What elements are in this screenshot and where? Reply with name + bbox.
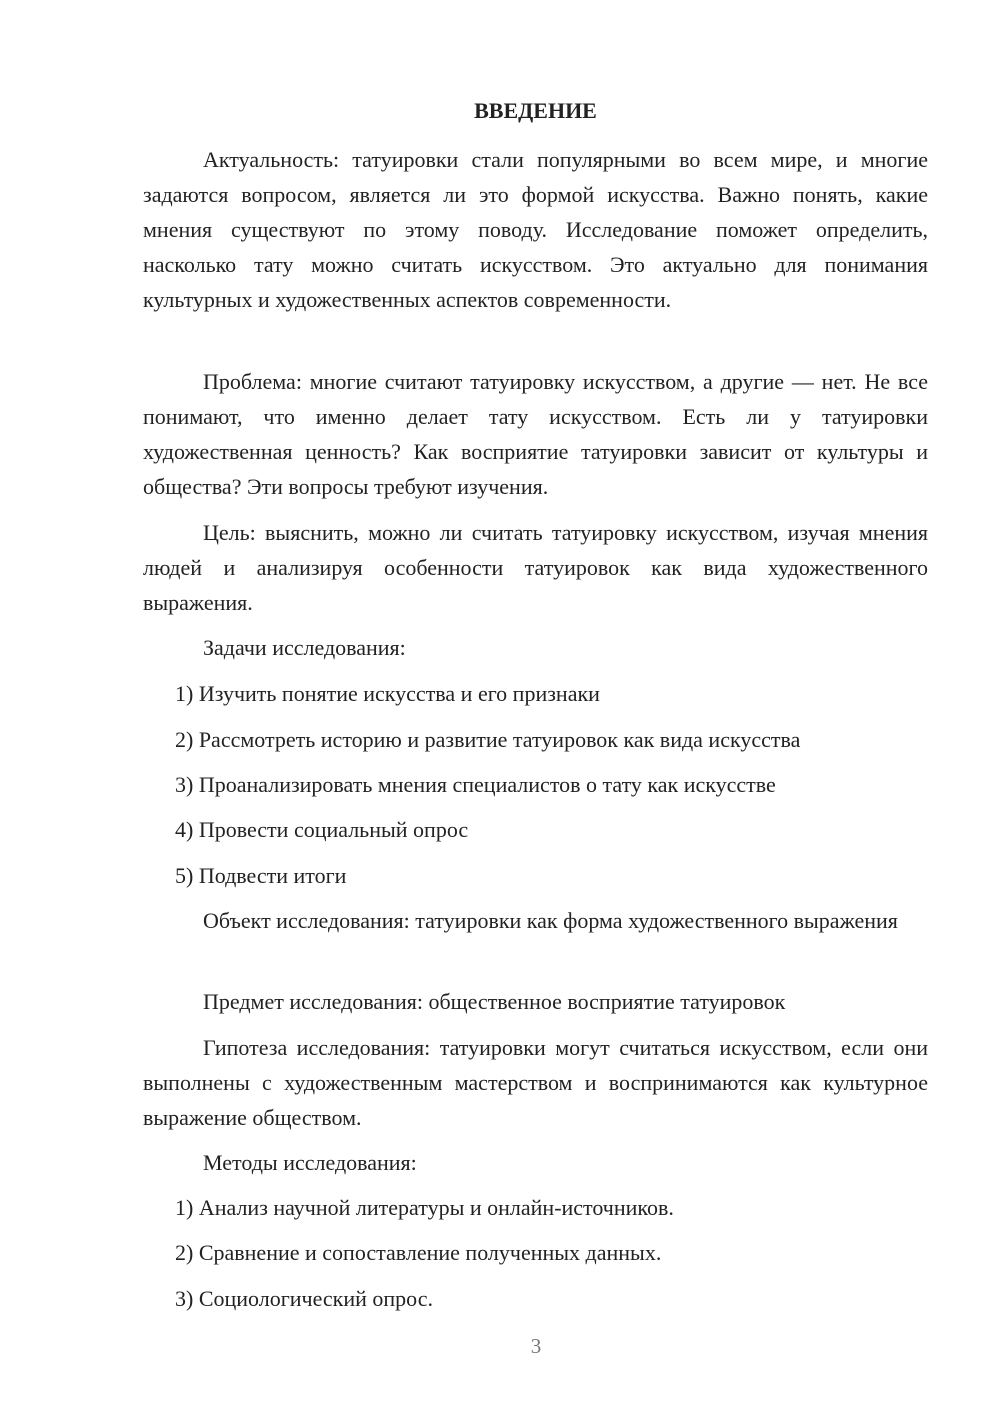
methods-heading: Методы исследования:	[203, 1150, 417, 1175]
methods-section	[143, 1148, 928, 1178]
page-title: ВВЕДЕНИЕ	[474, 98, 597, 123]
problem-section	[143, 364, 928, 504]
tasks-list	[143, 679, 928, 709]
list-item: 1) Изучить понятие искусства и его признаки	[175, 681, 600, 706]
goal-section	[143, 515, 928, 620]
problem-paragraph: Проблема: многие считают татуировку искусством, а другие — нет. Не все понимают, что именно делает тату искусством. Есть ли у татуировки художественная ценность? Как восприятие татуировки зависит от культуры и общества? Эти вопросы требуют изучения.	[143, 369, 928, 499]
list-item: 2) Рассмотреть историю и развитие татуировок как вида искусства	[175, 727, 801, 752]
tasks-list-row	[143, 815, 928, 845]
page-number: 3	[530, 1334, 542, 1358]
methods-list-row	[143, 1238, 928, 1268]
tasks-heading: Задачи исследования:	[203, 635, 406, 660]
tasks-section	[143, 633, 928, 663]
list-item: 2) Сравнение и сопоставление полученных данных.	[175, 1240, 662, 1265]
object-paragraph: Объект исследования: татуировки как форма художественного выражения	[203, 908, 898, 933]
relevance-paragraph: Актуальность: татуировки стали популярными во всем мире, и многие задаются вопросом, является ли это формой искусства. Важно понять, какие мнения существуют по этому поводу. Исследование поможет определить, насколько тату можно считать искусством. Это актуально для понимания культурных и художественных аспектов современности.	[143, 147, 928, 312]
tasks-list-row	[143, 861, 928, 891]
tasks-list-row	[143, 725, 928, 755]
subject-section	[143, 987, 928, 1017]
relevance-section	[143, 142, 928, 317]
hypothesis-section	[143, 1030, 928, 1135]
list-item: 4) Провести социальный опрос	[175, 817, 469, 842]
hypothesis-paragraph: Гипотеза исследования: татуировки могут считаться искусством, если они выполнены с художественным мастерством и воспринимаются как культурное выражение обществом.	[143, 1035, 928, 1130]
tasks-list-row	[143, 770, 928, 800]
goal-paragraph: Цель: выяснить, можно ли считать татуировку искусством, изучая мнения людей и анализируя особенности татуировок как вида художественного выражения.	[143, 520, 928, 615]
list-item: 5) Подвести итоги	[175, 863, 347, 888]
list-item: 3) Проанализировать мнения специалистов о тату как искусстве	[175, 772, 776, 797]
methods-list-row	[143, 1193, 928, 1223]
list-item: 1) Анализ научной литературы и онлайн-источников.	[175, 1195, 674, 1220]
object-section	[143, 903, 928, 938]
list-item: 3) Социологический опрос.	[175, 1286, 433, 1311]
methods-list-row	[143, 1284, 928, 1314]
subject-paragraph: Предмет исследования: общественное восприятие татуировок	[203, 989, 786, 1014]
